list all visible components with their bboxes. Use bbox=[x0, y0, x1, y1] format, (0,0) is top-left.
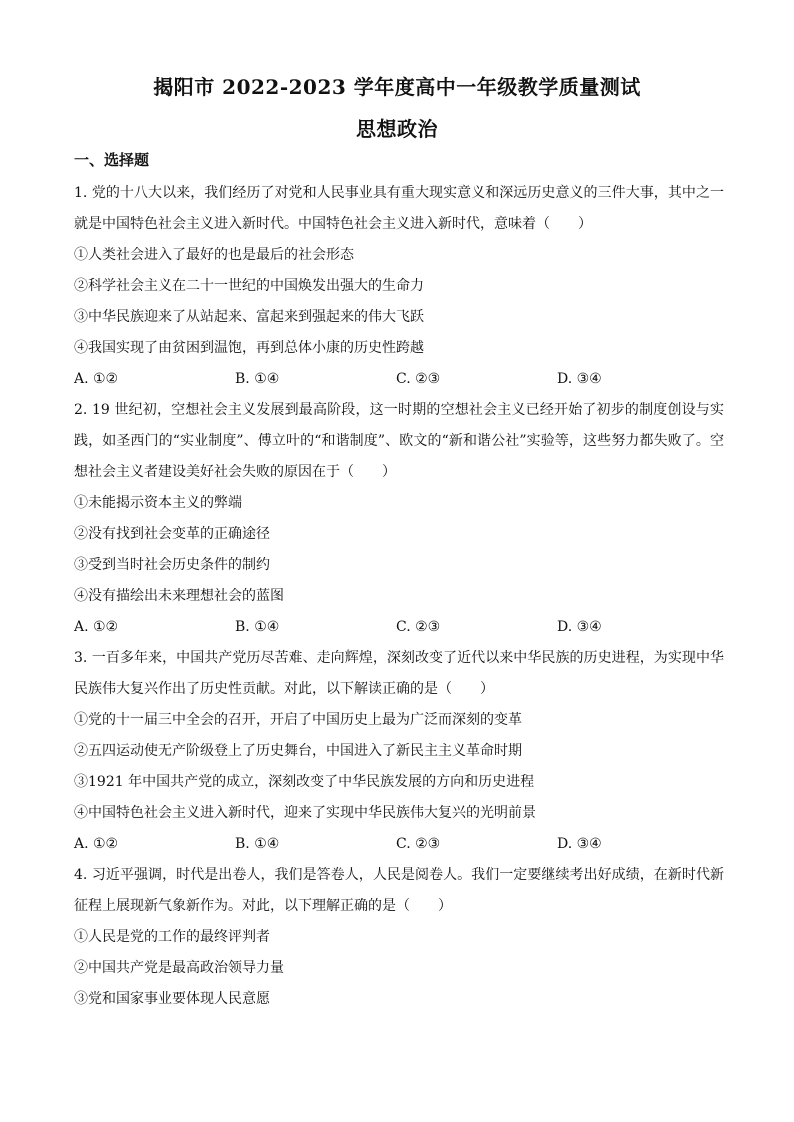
question-statement: ③中华民族迎来了从站起来、富起来到强起来的伟大飞跃 bbox=[74, 309, 424, 325]
answer-option: D. ③④ bbox=[557, 619, 602, 635]
answer-option: B. ①④ bbox=[235, 371, 280, 387]
answer-option: C. ②③ bbox=[396, 836, 441, 852]
answer-options bbox=[74, 612, 724, 643]
answer-option: A. ①② bbox=[74, 836, 119, 852]
question-2 bbox=[74, 395, 724, 643]
answer-options bbox=[74, 829, 724, 860]
question-statement: ④中国特色社会主义进入新时代，迎来了实现中华民族伟大复兴的光明前景 bbox=[74, 805, 536, 821]
question-4 bbox=[74, 860, 724, 1015]
question-statement: ④没有描绘出未来理想社会的蓝图 bbox=[74, 588, 284, 604]
exam-subject: 思想政治 bbox=[356, 117, 438, 141]
answer-option: C. ②③ bbox=[396, 371, 441, 387]
answer-option: D. ③④ bbox=[557, 371, 602, 387]
question-stem: 3. 一百多年来，中国共产党历尽苦难、走向辉煌，深刻改变了近代以来中华民族的历史进程，为实现中华民族伟大复兴作出了历史性贡献。对此，以下解读正确的是（ ） bbox=[74, 650, 724, 697]
answer-option: A. ①② bbox=[74, 619, 119, 635]
answer-option: A. ①② bbox=[74, 371, 119, 387]
question-statement: ②五四运动使无产阶级登上了历史舞台，中国进入了新民主主义革命时期 bbox=[74, 743, 522, 759]
exam-title: 揭阳市 2022-2023 学年度高中一年级教学质量测试 bbox=[153, 75, 641, 99]
question-list bbox=[74, 178, 724, 1015]
question-stem: 2. 19 世纪初，空想社会主义发展到最高阶段，这一时期的空想社会主义已经开始了初步的制度创设与实践，如圣西门的“实业制度”、傅立叶的“和谐制度”、欧文的“新和谐公社”实验等，这些努力都失败了。空想社会主义者建设美好社会失败的原因在于（ ） bbox=[74, 402, 724, 480]
answer-options bbox=[74, 364, 724, 395]
question-3 bbox=[74, 643, 724, 860]
answer-option: B. ①④ bbox=[235, 619, 280, 635]
question-statement: ④我国实现了由贫困到温饱，再到总体小康的历史性跨越 bbox=[74, 340, 424, 356]
question-statement: ③1921 年中国共产党的成立，深刻改变了中华民族发展的方向和历史进程 bbox=[74, 774, 535, 790]
question-statement: ②中国共产党是最高政治领导力量 bbox=[74, 960, 284, 976]
question-stem: 1. 党的十八大以来，我们经历了对党和人民事业具有重大现实意义和深远历史意义的三件大事，其中之一就是中国特色社会主义进入新时代。中国特色社会主义进入新时代，意味着（ ） bbox=[74, 185, 724, 232]
question-statement: ①人民是党的工作的最终评判者 bbox=[74, 929, 270, 945]
question-stem: 4. 习近平强调，时代是出卷人，我们是答卷人，人民是阅卷人。我们一定要继续考出好成绩，在新时代新征程上展现新气象新作为。对此，以下理解正确的是（ ） bbox=[74, 867, 724, 914]
question-statement: ①人类社会进入了最好的也是最后的社会形态 bbox=[74, 247, 354, 263]
question-statement: ③党和国家事业要体现人民意愿 bbox=[74, 991, 270, 1007]
question-statement: ①党的十一届三中全会的召开，开启了中国历史上最为广泛而深刻的变革 bbox=[74, 712, 522, 728]
answer-option: B. ①④ bbox=[235, 836, 280, 852]
question-statement: ②没有找到社会变革的正确途径 bbox=[74, 526, 270, 542]
answer-option: D. ③④ bbox=[557, 836, 602, 852]
section-heading: 一、选择题 bbox=[74, 151, 150, 169]
question-1 bbox=[74, 178, 724, 395]
question-statement: ②科学社会主义在二十一世纪的中国焕发出强大的生命力 bbox=[74, 278, 424, 294]
answer-option: C. ②③ bbox=[396, 619, 441, 635]
question-statement: ③受到当时社会历史条件的制约 bbox=[74, 557, 270, 573]
question-statement: ①未能揭示资本主义的弊端 bbox=[74, 495, 242, 511]
